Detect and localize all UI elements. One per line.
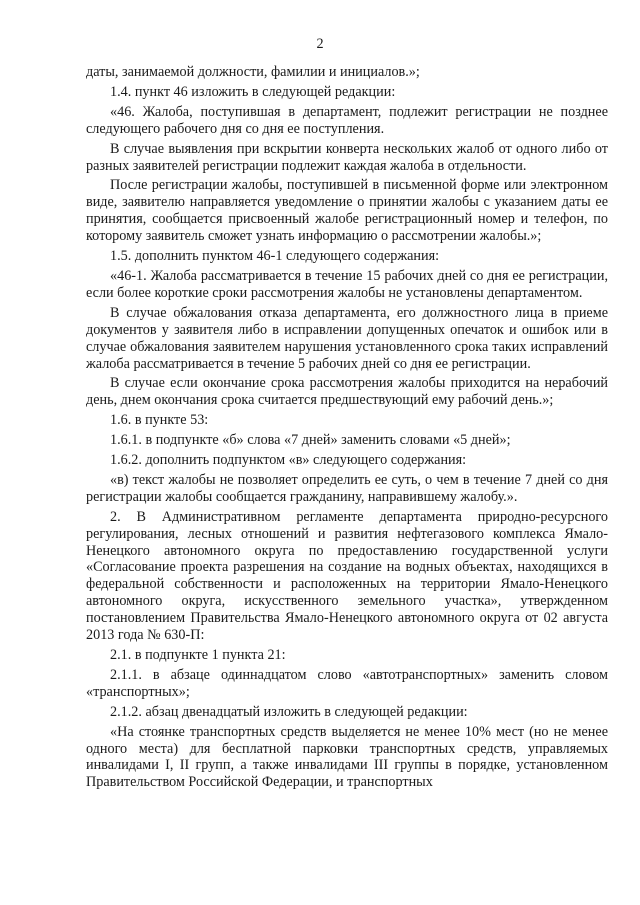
paragraph: «46-1. Жалоба рассматривается в течение 15 рабочих дней со дня ее регистрации, если более короткие сроки рассмотрения жалобы не установлены департаментом. xyxy=(86,267,608,301)
paragraph: 2. В Административном регламенте департамента природно-ресурсного регулирования, лесных отношений и развития нефтегазового комплекса Ямало-Ненецкого автономного округа по предоставлению государственной услуги «Согласование проекта разрешения на создание на водных объектах, находящихся в федеральной собственности и расположенных на территории Ямало-Ненецкого автономного округа, искусственного земельного участка», утвержденном постановлением Правительства Ямало-Ненецкого автономного округа от 02 августа 2013 года № 630-П: xyxy=(86,508,608,644)
paragraph: 2.1. в подпункте 1 пункта 21: xyxy=(110,647,286,663)
paragraph: даты, занимаемой должности, фамилии и инициалов.»; xyxy=(86,64,420,80)
page-number: 2 xyxy=(316,36,324,52)
paragraph: В случае выявления при вскрытии конверта нескольких жалоб от одного либо от разных заявителей регистрации подлежит каждая жалоба в отдельности. xyxy=(86,140,608,174)
paragraph: В случае если окончание срока рассмотрения жалобы приходится на нерабочий день, днем окончания срока считается предшествующий ему рабочий день.»; xyxy=(86,375,608,409)
paragraph: В случае обжалования отказа департамента, его должностного лица в приеме документов у заявителя либо в исправлении допущенных опечаток и ошибок или в случае обжалования заявителем нарушения установленного срока таких исправлений жалоба рассматривается в течение 5 рабочих дней со дня ее регистрации. xyxy=(86,304,608,372)
paragraph: 1.6. в пункте 53: xyxy=(110,412,209,429)
paragraph: 2.1.2. абзац двенадцатый изложить в следующей редакции: xyxy=(110,703,468,720)
document-body xyxy=(86,64,608,794)
paragraph: 1.4. пункт 46 изложить в следующей редакции: xyxy=(110,83,396,100)
paragraph: 1.5. дополнить пунктом 46-1 следующего содержания: xyxy=(110,248,440,265)
paragraph: 1.6.2. дополнить подпунктом «в» следующего содержания: xyxy=(110,452,467,469)
paragraph: «в) текст жалобы не позволяет определить ее суть, о чем в течение 7 дней со дня регистрации жалобы сообщается гражданину, направившему жалобу.». xyxy=(86,471,608,505)
paragraph: После регистрации жалобы, поступившей в письменной форме или электронном виде, заявителю направляется уведомление о принятии жалобы с указанием даты ее принятия, сообщается присвоенный жалобе регистрационный номер и телефон, по которому заявитель сможет узнать информацию о рассмотрении жалобы.»; xyxy=(86,177,608,245)
paragraph: 1.6.1. в подпункте «б» слова «7 дней» заменить словами «5 дней»; xyxy=(110,432,511,449)
paragraph: 2.1.1. в абзаце одиннадцатом слово «автотранспортных» заменить словом «транспортных»; xyxy=(86,666,608,700)
paragraph: «На стоянке транспортных средств выделяется не менее 10% мест (но не менее одного места) для бесплатной парковки транспортных средств, управляемых инвалидами I, II групп, а также инвалидами III группы в порядке, установленном Правительством Российской Федерации, и транспортных xyxy=(86,723,608,791)
paragraph: «46. Жалоба, поступившая в департамент, подлежит регистрации не позднее следующего рабочего дня со дня ее поступления. xyxy=(86,103,608,137)
